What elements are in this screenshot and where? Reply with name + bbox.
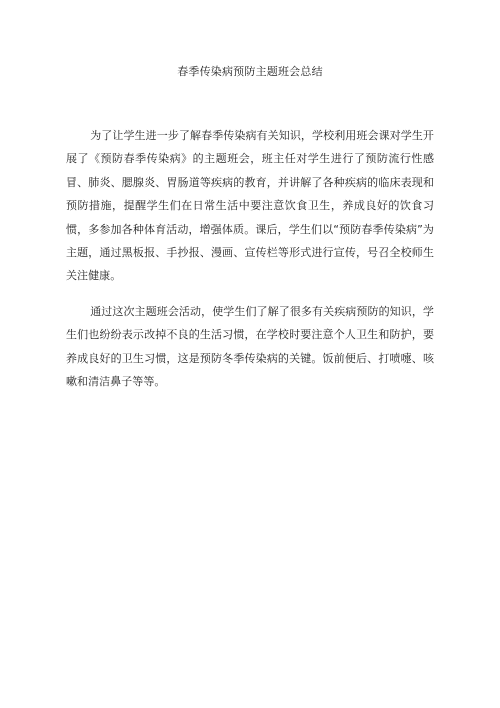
- paragraph-1: 为了让学生进一步了解春季传染病有关知识，学校利用班会课对学生开展了《预防春季传染病》的主题班会，班主任对学生进行了预防流行性感冒、肺炎、腮腺炎、胃肠道等疾病的教育，并讲解了各种疾病的临床表现和预防措施，提醒学生们在日常生活中要注意饮食卫生，养成良好的饮食习惯，多参加各种体育活动，增强体质。课后，学生们以“预防春季传染病”为主题，通过黑板报、手抄报、漫画、宣传栏等形式进行宣传，号召全校师生关注健康。: [66, 129, 434, 283]
- paragraph-2: 通过这次主题班会活动，使学生们了解了很多有关疾病预防的知识，学生们也纷纷表示改掉不良的生活习惯，在学校时要注意个人卫生和防护，要养成良好的卫生习惯，这是预防冬季传染病的关键。饭前便后、打喷嚏、咳嗽和清洁鼻子等等。: [66, 304, 434, 389]
- document-body: [66, 124, 434, 405]
- document-title: 春季传染病预防主题班会总结: [177, 65, 323, 78]
